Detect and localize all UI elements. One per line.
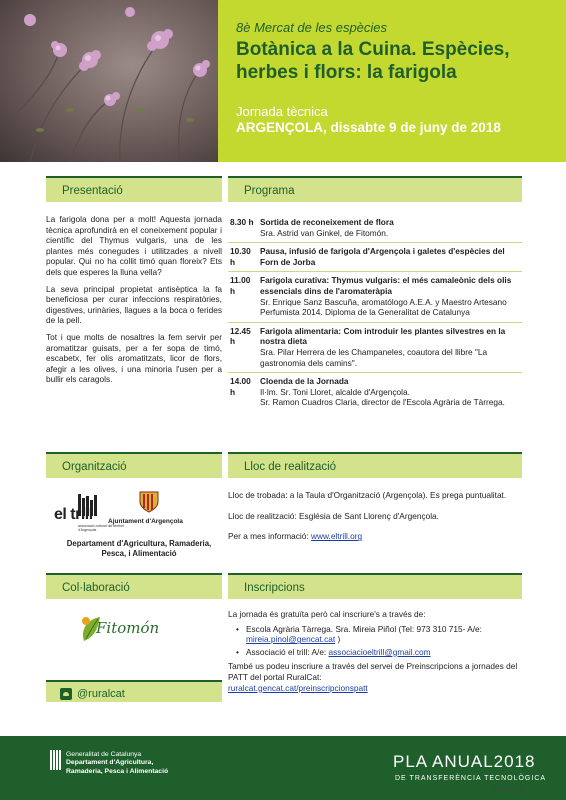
- pla-anual-year: 2018: [493, 752, 536, 771]
- inscripcions-body: [228, 599, 522, 693]
- fitomon-logo-text: Fitomón: [96, 619, 160, 637]
- programa-detail-2: Sr. Ramon Cuadros Claria, director de l'Escola Agrària de Tàrrega.: [260, 397, 505, 408]
- footer: [0, 736, 566, 800]
- programa-section: [228, 176, 522, 412]
- bullet-icon: •: [236, 623, 239, 634]
- programa-detail: Il·lm. Sr. Toni Lloret, alcalde d'Argençola.: [260, 386, 410, 397]
- ajuntament-label: Ajuntament d'Argençola: [108, 518, 183, 525]
- programa-item: [228, 323, 522, 373]
- inscripcions-outro: També us podeu inscriure a través del servei de Preinscripcions a jornades del PATT del portal RuralCat:: [228, 661, 518, 682]
- programa-title: Sortida de reconeixement de flora: [260, 217, 394, 227]
- programa-time: 14.00 h: [230, 376, 251, 397]
- programa-item: [228, 243, 522, 272]
- eltrill-link[interactable]: www.eltrill.org: [311, 531, 363, 542]
- programa-list: [228, 202, 522, 412]
- programa-title: Farigola alimentaria: Com introduir les plantes silvestres en la nostra dieta: [260, 325, 506, 347]
- event-title-line1: Botànica a la Cuina. Espècies,: [236, 39, 510, 60]
- lloc-section: [228, 452, 522, 552]
- twitter-badge[interactable]: [46, 680, 222, 702]
- eltrill-email-link[interactable]: associacioeltrill@gmail.com: [328, 646, 431, 657]
- generalitat-line-2: Departament d'Agricultura,: [66, 759, 154, 767]
- pla-anual-title: [393, 752, 536, 772]
- list-item: [236, 647, 522, 658]
- inscripcions-section: [228, 573, 522, 697]
- generalitat-logo-icon: [50, 750, 61, 770]
- organitzacio-heading: Organització: [46, 454, 222, 478]
- argencola-shield-icon: [138, 490, 160, 514]
- collaboracio-heading: Col·laboració: [46, 575, 222, 599]
- twitter-handle: @ruralcat: [77, 688, 125, 700]
- programa-time: 8.30 h: [230, 217, 254, 227]
- ruralcat-link[interactable]: ruralcat.gencat.cat/preinscripcionspatt: [228, 682, 368, 693]
- list-item: [236, 624, 522, 645]
- collaboracio-logos: [46, 599, 222, 667]
- pla-anual-label: PLA ANUAL: [393, 752, 494, 771]
- bullet-icon: •: [236, 646, 239, 657]
- el-trill-tagline: associació cultural del territori d'Argençola: [78, 524, 125, 532]
- generalitat-line-1: Generalitat de Catalunya: [66, 751, 142, 758]
- presentacio-heading: Presentació: [46, 178, 222, 202]
- el-trill-name: el trill: [54, 506, 93, 523]
- presentacio-paragraph-3: Tot i que molts de nosaltres la fem servir per aromatitzar guisats, per a fer sopa de timó, escabetx, fer olis aromatitzats, licor de flors, afegir a les olives, i una minoria l'usen per a bullir els caragols.: [46, 331, 222, 385]
- programa-time: 11.00 h: [230, 275, 251, 296]
- inscripcions-heading: Inscripcions: [228, 575, 522, 599]
- generalitat-line-3: Ramaderia, Pesca i Alimentació: [66, 767, 169, 775]
- event-title: [236, 38, 566, 84]
- lloc-info-prefix: Per a mes informació:: [228, 531, 311, 542]
- programa-item: [228, 373, 522, 412]
- lloc-body: [228, 478, 522, 542]
- inscripcio-escola-tail: ): [335, 634, 341, 645]
- organitzacio-section: [46, 452, 222, 568]
- departament-label: Departament d'Agricultura, Ramaderia, Pesca, i Alimentació: [66, 539, 212, 558]
- inscripcio-trill-text: Associació el trill: A/e:: [246, 646, 329, 657]
- event-subtitle: 8è Mercat de les espècies: [236, 20, 388, 35]
- programa-time: 12.45 h: [230, 325, 251, 347]
- programa-title: Pausa, infusió de farigola d'Argençola i galetes d'espècies del Forn de Jorba: [260, 246, 505, 267]
- programa-detail: Sr. Enrique Sanz Bascuña, aromatólogo A.E.A. y Maestro Artesano Perfumista 2014. Diploma de la Generalitat de Catalunya: [260, 296, 507, 318]
- twitter-icon: [60, 688, 72, 700]
- inscripcio-escola-text: Escola Agrària Tàrrega. Sra. Mireia Piñol (Tel: 973 310 715- A/e:: [246, 623, 482, 634]
- inscripcions-list: [228, 624, 522, 658]
- presentacio-section: [46, 176, 222, 391]
- lloc-trobada: Lloc de trobada: a la Taula d'Organització (Argençola). Es prega puntualitat.: [228, 490, 507, 500]
- thyme-flowers-illustration: [0, 0, 218, 162]
- presentacio-paragraph-1: La farigola dona per a molt! Aquesta jornada tècnica aprofundirà en el coneixement popular i científic del Thymus vulgaris, una de les plantes més conegudes i utilitzades a nivell popular. Qui no ha collit timó quan floreix? Ets dels que esperes la lluna vella?: [46, 214, 222, 277]
- mireia-email-link[interactable]: mireia.pinol@gencat.cat: [246, 634, 336, 645]
- programa-title: Farigola curativa: Thymus vulgaris: el més camaleònic dels olis essencials dins de l'aromateràpia: [260, 275, 512, 296]
- programa-detail: Sra. Astrid van Ginkel, de Fitomón.: [260, 227, 389, 238]
- presentacio-paragraph-2: La seva principal propietat antisèptica la fa beneficiosa per curar infeccions respiratòries, digestives, urinàries, llagues a la boca o ferides de la pell.: [46, 283, 222, 326]
- reference-code: 180687 / 3,00: [490, 787, 524, 793]
- event-kind: Jornada tècnica: [236, 104, 328, 119]
- lloc-realitzacio: Lloc de realització: Església de Sant Llorenç d'Argençola.: [228, 510, 439, 521]
- programa-title: Cloenda de la Jornada: [260, 376, 349, 387]
- event-date: ARGENÇOLA, dissabte 9 de juny de 2018: [236, 120, 501, 135]
- programa-item: [228, 272, 522, 322]
- header-photo: [0, 0, 218, 162]
- programa-detail: Sra. Pilar Herrera de les Champaneles, coautora del llibre "La gastronomia dels camins".: [260, 346, 488, 368]
- header-panel: [218, 0, 566, 162]
- programa-time: 10.30 h: [230, 246, 251, 267]
- lloc-info: [228, 531, 522, 542]
- presentacio-body: [46, 202, 222, 385]
- event-title-line2: herbes i flors: la farigola: [236, 62, 457, 83]
- inscripcions-intro: La jornada és gratuïta però cal inscriure's a través de:: [228, 609, 426, 619]
- programa-heading: Programa: [228, 178, 522, 202]
- collaboracio-section: [46, 573, 222, 667]
- programa-item: [228, 214, 522, 243]
- generalitat-text: [66, 751, 168, 776]
- pla-anual-subtitle: DE TRANSFERÈNCIA TECNOLÒGICA: [395, 775, 547, 782]
- lloc-heading: Lloc de realització: [228, 454, 522, 478]
- organitzacio-logos: [46, 478, 222, 568]
